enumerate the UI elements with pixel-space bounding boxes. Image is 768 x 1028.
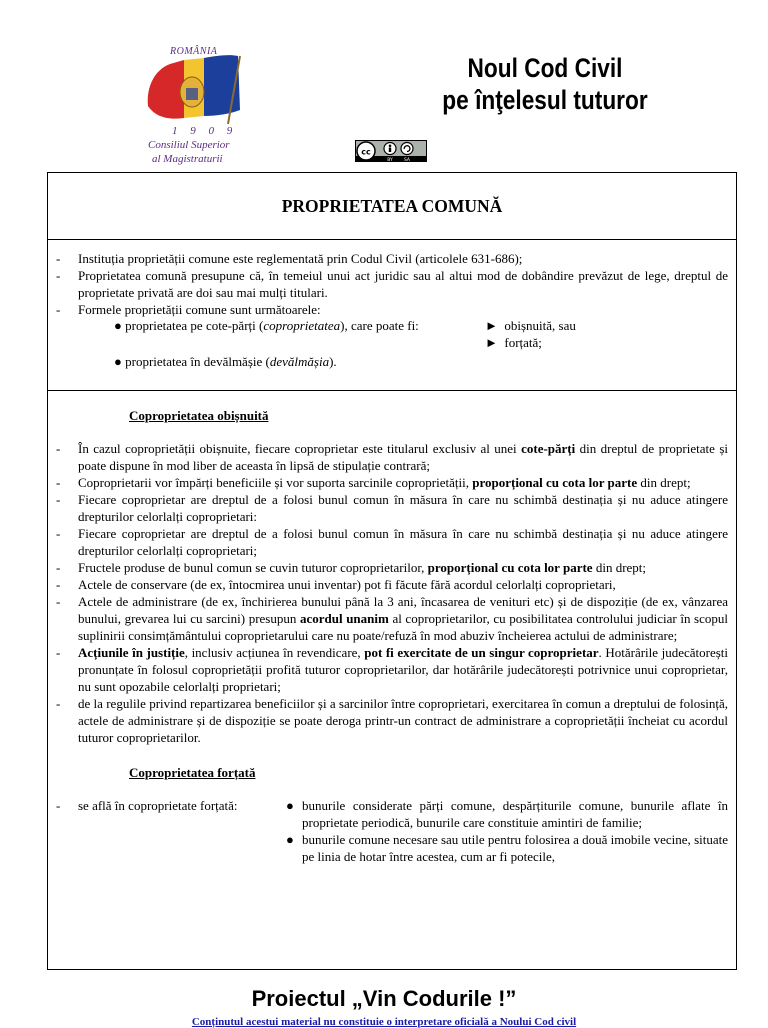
- title-line1: Noul Cod Civil: [467, 53, 623, 83]
- form-devalmasie: ● proprietatea în devălmășie (devălmășia).: [114, 354, 337, 369]
- page-header: [0, 0, 768, 172]
- subsection-title: Coproprietatea forțată: [129, 765, 256, 780]
- document-title: [440, 52, 650, 116]
- list-item: - Actele de administrare (de ex, închirierea bunului până la 3 ani, încasarea de venituri etc) și de dispoziție (de ex, vânzarea bunului, grevarea lui cu sarcini) presupun acordul unanim al coproprietarilor, cu posibilitatea controlului judiciar în scopul suplinirii consimțământului coproprietarului care nu poate/refuză în mod abuziv încheierea actului de administrare;: [56, 594, 728, 643]
- bullet-item: ● bunurile comune necesare sau utile pentru folosirea a două imobile vecine, situate pe linia de hotar între acestea, cum ar fi potecile,: [286, 832, 728, 864]
- svg-text:BY: BY: [387, 158, 393, 162]
- title-line2: pe înţelesul tuturor: [442, 85, 648, 115]
- bullet-item: ● bunurile considerate părți comune, despărțiturile comune, bunurile aflate în proprietate periodică, bunurile care constituie amintiri de familie;: [286, 798, 728, 830]
- details-section: [48, 391, 736, 865]
- arrow-item-obisnuita: ► obișnuită, sau: [485, 318, 576, 333]
- list-item: - Fiecare coproprietar are dreptul de a folosi bunul comun în măsura în care nu schimbă destinația și nu aduce atingere drepturilor celorlalți coproprietari:: [56, 492, 728, 524]
- list-item: - de la regulile privind repartizarea beneficiilor și a sarcinilor între coproprietari, exercitarea în comun a dreptului de folosință, actele de administrare și de dispoziție se poate deroga printr-un contract de administrare a coproprietății încheiat cu acordul tuturor coproprietarilor.: [56, 696, 728, 745]
- list-item: - Acțiunile în justiție, inclusiv acțiunea în revendicare, pot fi exercitate de un singur coproprietar. Hotărârile judecătorești pronunțate în folosul coproprietății profită tuturor coproprietarilor, dar hotărârile judecătorești potrivnice unui coproprietar, nu sunt opozabile celorlalți proprietari;: [56, 645, 729, 694]
- svg-text:cc: cc: [361, 147, 371, 157]
- content-box: [47, 172, 737, 970]
- logo-org-line2: al Magistraturii: [152, 153, 223, 165]
- fortata-lead: se află în coproprietate forțată:: [78, 798, 238, 813]
- list-item: - se află în coproprietate forțată: ● bunurile considerate părți comune, despărțiturile comune, bunurile aflate în proprietate periodică, bunurile care constituie amintiri de familie; ● bunurile comune necesare sau utile pentru folosirea a două imobile vecine, situate pe linia de hotar între acestea, cum ar fi potecile,: [56, 798, 728, 864]
- list-item: - Proprietatea comună presupune că, în temeiul unui act juridic sau al altui mod de dobândire prevăzut de lege, dreptul de proprietate privată are doi sau mai mulți titulari.: [56, 268, 728, 300]
- list-item: - Fiecare coproprietar are dreptul de a folosi bunul comun în măsura în care nu schimbă destinația și nu aduce atingere drepturilor celorlalți coproprietari;: [56, 526, 728, 558]
- list-item: - Formele proprietății comune sunt următoarele:: [56, 302, 321, 317]
- logo-year: 1 9 0 9: [172, 125, 238, 137]
- form-coproprietate: ● proprietatea pe cote-părți (coproprietatea), care poate fi:: [114, 318, 419, 333]
- logo-org-line1: Consiliul Superior: [148, 139, 230, 151]
- svg-text:SA: SA: [403, 158, 411, 162]
- list-item: - Actele de conservare (de ex, întocmirea unui inventar) pot fi făcute fără acordul celorlalți coproprietari,: [56, 577, 616, 592]
- property-forms-list: [48, 318, 736, 374]
- intro-section: [48, 240, 736, 391]
- arrow-item-fortata: ► forțată;: [485, 335, 542, 350]
- section-heading: PROPRIETATEA COMUNĂ: [48, 173, 736, 240]
- list-item: - Fructele produse de bunul comun se cuvin tuturor coproprietarilor, proporțional cu cota lor parte din drept;: [56, 560, 647, 575]
- subsection-title: Coproprietatea obișnuită: [129, 408, 269, 423]
- csm-logo: [140, 44, 252, 168]
- project-title: Proiectul „Vin Codurile !”: [251, 986, 517, 1011]
- list-item: - În cazul coproprietății obișnuite, fiecare coproprietar este titularul exclusiv al unei cote-părți din dreptul de proprietate și poate dispune în mod liber de aceasta în lipsă de stipulație contrară;: [56, 441, 728, 473]
- list-item: - Coproprietarii vor împărți beneficiile și vor suporta sarcinile coproprietății, proporțional cu cota lor parte din drept;: [56, 475, 691, 490]
- logo-country: ROMÂNIA: [170, 46, 218, 57]
- list-item: - Instituția proprietății comune este reglementată prin Codul Civil (articolele 631-686);: [56, 251, 523, 266]
- fortata-bullets: [286, 797, 728, 865]
- cc-by-sa-icon: [355, 140, 427, 162]
- disclaimer-link[interactable]: Conținutul acestui material nu constituie o interpretare oficială a Noului Cod civil: [191, 1016, 577, 1028]
